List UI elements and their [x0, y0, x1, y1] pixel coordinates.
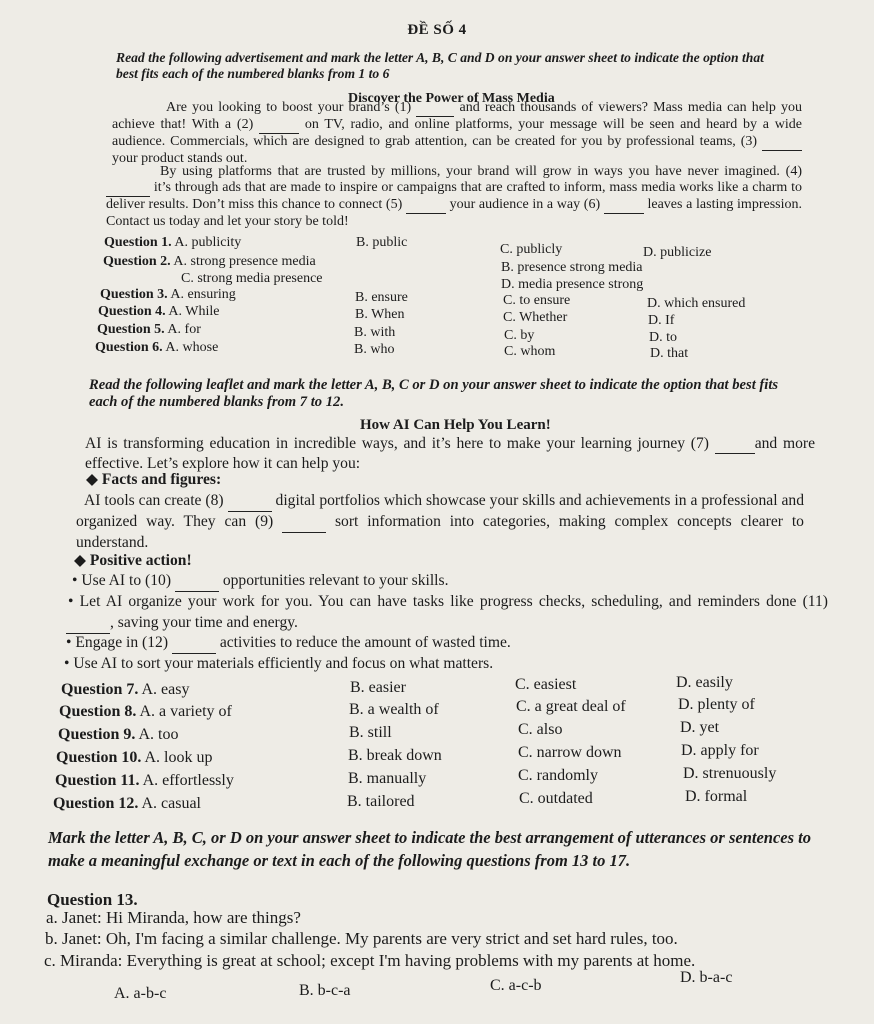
blank-11[interactable] — [66, 612, 110, 634]
bullet-icon: • — [66, 634, 72, 651]
q2-option-d[interactable]: D. media presence strong — [501, 277, 644, 292]
blank-4[interactable] — [106, 180, 150, 197]
q5-option-a[interactable]: A. for — [167, 322, 201, 337]
bullet-icon: • — [72, 572, 78, 589]
bullet-icon: • — [64, 655, 70, 672]
q6-option-b[interactable]: B. who — [354, 342, 395, 357]
q11-option-a[interactable]: A. effortlessly — [142, 772, 234, 789]
q5-option-c[interactable]: C. by — [504, 328, 535, 343]
blank-12[interactable] — [172, 633, 216, 654]
q12-option-d[interactable]: D. formal — [685, 788, 748, 805]
q3-option-d[interactable]: D. which ensured — [647, 296, 746, 311]
q4-option-c[interactable]: C. Whether — [503, 310, 568, 325]
q10-option-c[interactable]: C. narrow down — [518, 744, 622, 761]
section1-paragraph-2: By using platforms that are trusted by millions, your brand will grow in ways you have never imagined. (4) it’s through ads that are made to inspire or campaigns that are crafted to inform, mass media works like a charm to deliver results. Don’t miss this chance to connect (5) your audience in a way (6) leaves a lasting impression. Contact us today and let your story be told! — [106, 164, 802, 229]
q13-option-b[interactable]: B. b-c-a — [299, 982, 351, 999]
q2-option-c[interactable]: C. strong media presence — [181, 271, 323, 286]
q7-option-c[interactable]: C. easiest — [515, 676, 577, 693]
blank-1[interactable] — [416, 100, 454, 117]
q9-option-c[interactable]: C. also — [518, 721, 563, 738]
bullet-2: • Let AI organize your work for you. You can have tasks like progress checks, scheduling, and reminders done (11) , saving your time and energy. — [66, 591, 828, 634]
q8-option-d[interactable]: D. plenty of — [678, 696, 755, 713]
action-heading: ◆ Positive action! — [74, 552, 192, 569]
q13-option-a[interactable]: A. a-b-c — [114, 985, 167, 1002]
blank-8[interactable] — [228, 491, 272, 512]
q1-option-c[interactable]: C. publicly — [500, 242, 563, 257]
blank-2[interactable] — [259, 117, 299, 134]
q13-line-c: c. Miranda: Everything is great at school; except I'm having problems with my parents at home. — [44, 951, 696, 970]
section2-heading: How AI Can Help You Learn! — [360, 417, 551, 433]
q12-option-b[interactable]: B. tailored — [347, 793, 415, 810]
q7-option-b[interactable]: B. easier — [350, 679, 406, 696]
facts-heading: ◆ Facts and figures: — [86, 471, 222, 488]
q7-option-d[interactable]: D. easily — [676, 674, 733, 691]
q5-option-b[interactable]: B. with — [354, 325, 396, 340]
q9-option-d[interactable]: D. yet — [680, 719, 720, 736]
q2-option-a[interactable]: A. strong presence media — [173, 254, 316, 269]
question-13-label: Question 13. — [47, 890, 138, 909]
section3-instruction: Mark the letter A, B, C, or D on your answer sheet to indicate the best arrangement of utterances or sentences to make a meaningful exchange or text in each of the following questions from 13 to 17. — [48, 828, 812, 870]
diamond-bullet-icon: ◆ — [86, 471, 98, 488]
q4-option-a[interactable]: A. While — [168, 304, 220, 319]
blank-9[interactable] — [282, 512, 326, 533]
section2-intro: AI is transforming education in incredible ways, and it’s here to make your learning journey (7) and more effective. Let’s explore how it can help you: — [85, 435, 815, 472]
q9-option-b[interactable]: B. still — [349, 724, 392, 741]
blank-6[interactable] — [604, 197, 644, 214]
blank-5[interactable] — [406, 197, 446, 214]
section2-instruction: Read the following leaflet and mark the letter A, B, C or D on your answer sheet to indicate the option that best fits each of the numbered blanks from 7 to 12. — [89, 377, 779, 410]
section1-instruction: Read the following advertisement and mark the letter A, B, C and D on your answer sheet to indicate the option that best fits each of the numbered blanks from 1 to 6 — [116, 50, 764, 81]
q3-option-b[interactable]: B. ensure — [355, 290, 408, 305]
q11-option-b[interactable]: B. manually — [348, 770, 427, 787]
q13-option-c[interactable]: C. a-c-b — [490, 977, 542, 994]
section1-heading: Discover the Power of Mass Media — [348, 91, 555, 106]
q4-option-b[interactable]: B. When — [355, 307, 405, 322]
q5-option-d[interactable]: D. to — [649, 330, 677, 345]
bullet-3: • Engage in (12) activities to reduce the amount of wasted time. — [66, 633, 806, 654]
section1-paragraph-1: Are you looking to boost your brand’s (1) and reach thousands of viewers? Mass media can help you achieve that! With a (2) on TV, radio, and online platforms, your message will be seen and heard by a wide audience. Commercials, which are designed to grab attention, can be created for you by professional teams, (3) your product stands out. — [112, 100, 802, 166]
q8-option-b[interactable]: B. a wealth of — [349, 701, 439, 718]
q6-option-c[interactable]: C. whom — [504, 344, 556, 359]
blank-3[interactable] — [762, 134, 802, 151]
q3-option-c[interactable]: C. to ensure — [503, 293, 571, 308]
q12-option-a[interactable]: A. casual — [141, 795, 201, 812]
q1-option-d[interactable]: D. publicize — [643, 245, 712, 260]
q1-option-a[interactable]: A. publicity — [174, 235, 242, 250]
q1-option-b[interactable]: B. public — [356, 235, 408, 250]
q2-option-b[interactable]: B. presence strong media — [501, 260, 643, 275]
q12-option-c[interactable]: C. outdated — [519, 790, 593, 807]
q13-option-d[interactable]: D. b-a-c — [680, 969, 733, 986]
q11-option-c[interactable]: C. randomly — [518, 767, 598, 784]
blank-10[interactable] — [175, 571, 219, 592]
q8-option-c[interactable]: C. a great deal of — [516, 698, 626, 715]
q6-option-d[interactable]: D. that — [650, 346, 689, 361]
q13-line-b: b. Janet: Oh, I'm facing a similar challenge. My parents are very strict and set hard rules, too. — [45, 929, 678, 948]
q3-option-a[interactable]: A. ensuring — [170, 287, 236, 302]
bullet-4: • Use AI to sort your materials efficiently and focus on what matters. — [64, 655, 494, 672]
exam-title: ĐỀ SỐ 4 — [407, 22, 467, 38]
q11-option-d[interactable]: D. strenuously — [683, 765, 777, 782]
exam-page: ĐỀ SỐ 4 Read the following advertisement and mark the letter A, B, C and D on your answer sheet to indicate the option that best fits each of the numbered blanks from 1 to 6 Discover the Power of Mass Media Are you looking to boost your brand’s (1) and reach thousands of viewers? Mass media can help you achieve that! With a (2) on TV, radio, and online platforms, your message will be seen and heard by a wide audience. Commercials, which are designed to grab attention, can be created for you by professional teams, (3) your product stands out. By using platforms that are trusted by millions, your brand will grow in ways you have never imagined. (4) it’s through ads that are made to inspire or campaigns that are crafted to inform, mass media works like a charm to deliver results. Don’t miss this chance to connect (5) your audience in a way (6) leaves a lasting impression. Contact us today and let your story be told! Question 1. A. publicity B. public C. publicly D. publicize Question 2. A. strong presence media B. presence strong media C. strong media presence D. media presence strong Question 3. A. ensuring B. ensure C. to ensure D. which ensured Question 4. A. While B. When C. Whether D. If Question 5. A. for B. with C. by D. to Question 6. A. whose B. who C. whom D. that Read the following leaflet and mark the letter A, B, C or D on your answer sheet to indicate the option that best fits each of the numbered blanks from 7 to 12. How AI Can Help You Learn! AI is transforming education in incredible ways, and it’s here to make your learning journey (7) and more effective. Let’s explore how it can help you: ◆ Facts and figures: AI tools can create (8) digital portfolios which showcase your skills and achievements in a professional and organized way. They can (9) sort information into categories, making complex concepts clearer to understand. ◆ Positive action! • Use AI to (10) opportunities relevant to your skills. • Let AI organize your work for you. You can have tasks like progress checks, scheduling, and reminders done (11) , saving your time and energy. • Engage in (12) activities to reduce the amount of wasted time. • Use AI to sort your materials efficiently and focus on what matters. Question 7. A. easy B. easier C. easiest D. easily Question 8. A. a variety of B. a wealth of C. a great deal of D. plenty of Question 9. A. too B. still C. also D. yet Question 10. A. look up B. break down C. narrow down D. apply for Question 11. A. effortlessly B. manually C. randomly D. strenuously Question 12. A. casual B. tailored C. outdated D. formal Mark the letter A, B, C, or D on your answer sheet to indicate the best arrangement of utterances or sentences to make a meaningful exchange or text in each of the following questions from 13 to 17. Question 13. a. Janet: Hi Miranda, how are things? b. Janet: Oh, I'm facing a similar challenge. My parents are very strict and set hard rules, too. c. Miranda: Everything is great at school; except I'm having problems with my parents at home. A. a-b-c B. b-c-a C. a-c-b D. b-a-c — [0, 0, 874, 1024]
blank-7[interactable] — [715, 434, 755, 454]
q9-option-a[interactable]: A. too — [138, 726, 179, 743]
q10-option-b[interactable]: B. break down — [348, 747, 442, 764]
bullet-icon: • — [68, 593, 74, 610]
q13-line-a: a. Janet: Hi Miranda, how are things? — [46, 908, 301, 927]
q4-option-d[interactable]: D. If — [648, 313, 675, 328]
facts-paragraph: AI tools can create (8) digital portfolios which showcase your skills and achievements in a professional and organized way. They can (9) sort information into categories, making complex concepts clearer to understand. — [76, 492, 804, 551]
q7-option-a[interactable]: A. easy — [141, 681, 190, 698]
bullet-1: • Use AI to (10) opportunities relevant to your skills. — [72, 571, 812, 592]
q10-option-a[interactable]: A. look up — [144, 749, 213, 766]
q8-option-a[interactable]: A. a variety of — [139, 703, 232, 720]
q10-option-d[interactable]: D. apply for — [681, 742, 759, 759]
diamond-bullet-icon: ◆ — [74, 552, 86, 569]
q6-option-a[interactable]: A. whose — [165, 340, 219, 355]
